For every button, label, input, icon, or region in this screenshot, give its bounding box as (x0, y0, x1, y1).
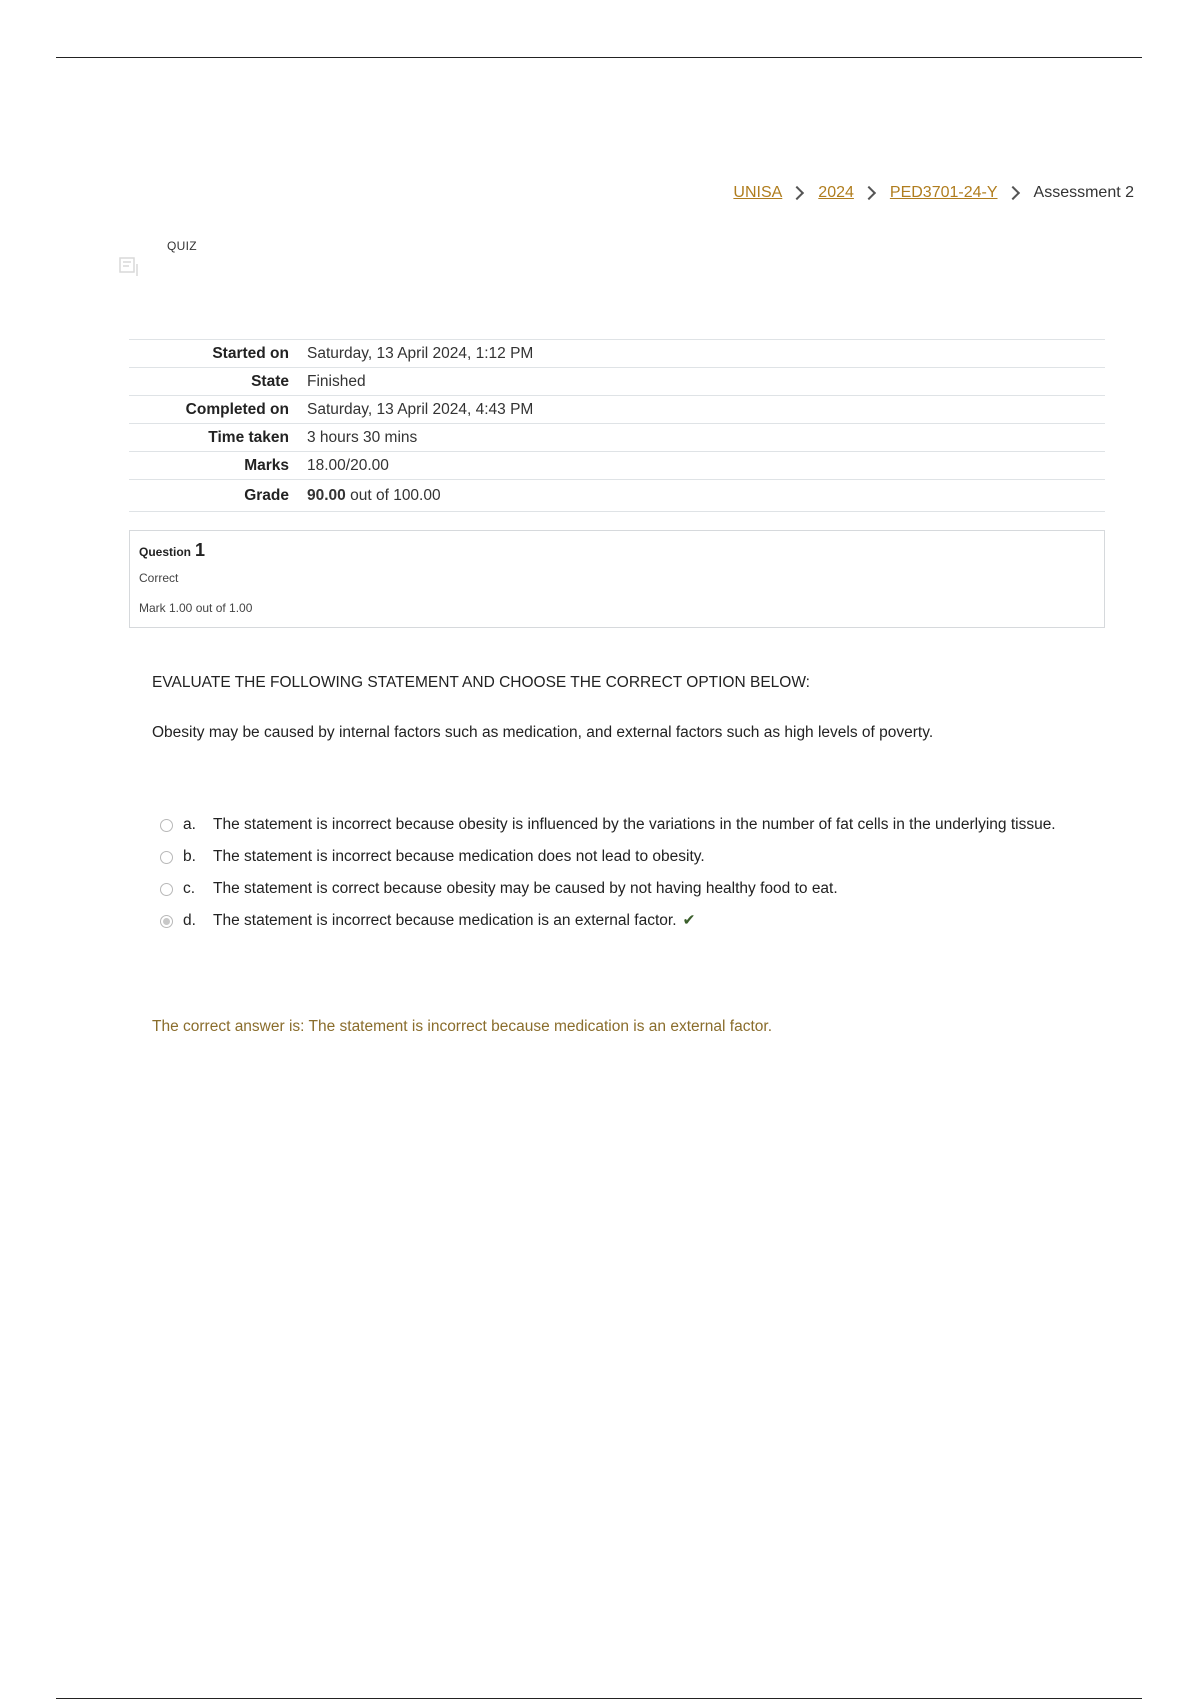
breadcrumb-link-course[interactable]: PED3701-24-Y (889, 184, 998, 201)
answer-option-b[interactable] (160, 844, 1090, 870)
answer-letter: a. (183, 816, 196, 833)
grade-suffix: out of 100.00 (350, 486, 441, 504)
chevron-right-icon (862, 186, 876, 200)
question-heading: EVALUATE THE FOLLOWING STATEMENT AND CHOOSE THE CORRECT OPTION BELOW: (152, 674, 810, 691)
module-type-label: QUIZ (167, 239, 197, 253)
summary-value: Saturday, 13 April 2024, 4:43 PM (307, 400, 534, 418)
summary-label: Marks (244, 456, 289, 474)
summary-row (129, 340, 1105, 368)
grade-value (305, 480, 1105, 512)
quiz-summary-table (129, 339, 1105, 512)
summary-row (129, 368, 1105, 396)
summary-row (129, 424, 1105, 452)
summary-value: 3 hours 30 mins (307, 428, 418, 446)
breadcrumb-link-year[interactable]: 2024 (818, 184, 854, 201)
page-bottom-rule (56, 1698, 1142, 1699)
answer-letter: b. (183, 848, 196, 865)
radio-button[interactable] (160, 883, 173, 896)
answer-option-c[interactable] (160, 876, 1090, 902)
summary-label: State (251, 372, 289, 390)
question-mark: Mark 1.00 out of 1.00 (139, 601, 253, 615)
breadcrumb-current: Assessment 2 (1033, 184, 1134, 201)
question-number (139, 540, 205, 561)
radio-button[interactable] (160, 851, 173, 864)
summary-row (129, 452, 1105, 480)
question-number-value: 1 (195, 540, 206, 560)
question-info-box (129, 530, 1105, 628)
answer-letter: d. (183, 912, 196, 929)
answer-option-a[interactable] (160, 812, 1090, 838)
question-state: Correct (139, 571, 179, 585)
answer-text: The statement is incorrect because medication is an external factor. (213, 912, 677, 929)
summary-value: Finished (307, 372, 366, 390)
answer-text: The statement is incorrect because medication does not lead to obesity. (213, 848, 705, 865)
radio-button[interactable] (160, 819, 173, 832)
answer-letter: c. (183, 880, 196, 897)
summary-label: Completed on (185, 400, 289, 418)
summary-label: Started on (212, 344, 289, 362)
question-prefix: Question (139, 545, 192, 559)
answer-text: The statement is incorrect because obesity is influenced by the variations in the number of fat cells in the underlying tissue. (213, 816, 1056, 833)
summary-row-grade (129, 480, 1105, 512)
summary-value: Saturday, 13 April 2024, 1:12 PM (307, 344, 534, 362)
answer-option-d[interactable] (160, 908, 1090, 934)
page-top-rule (56, 57, 1142, 58)
chevron-right-icon (1005, 186, 1019, 200)
checkmark-icon: ✔ (682, 912, 696, 929)
summary-row (129, 396, 1105, 424)
quiz-icon (118, 254, 144, 280)
answer-text-container (213, 908, 1090, 934)
grade-score: 90.00 (307, 486, 346, 504)
breadcrumb (733, 184, 1134, 202)
chevron-right-icon (790, 186, 804, 200)
answer-list (160, 812, 1090, 940)
correct-answer-feedback: The correct answer is: The statement is incorrect because medication is an external factor. (152, 1018, 772, 1035)
answer-text: The statement is correct because obesity may be caused by not having healthy food to eat. (213, 880, 838, 897)
summary-value: 18.00/20.00 (307, 456, 389, 474)
summary-label: Time taken (208, 428, 289, 446)
breadcrumb-link-unisa[interactable]: UNISA (733, 184, 783, 201)
question-statement: Obesity may be caused by internal factors such as medication, and external factors such as high levels of poverty. (152, 724, 934, 741)
radio-button-selected[interactable] (160, 915, 173, 928)
grade-label: Grade (244, 486, 289, 504)
